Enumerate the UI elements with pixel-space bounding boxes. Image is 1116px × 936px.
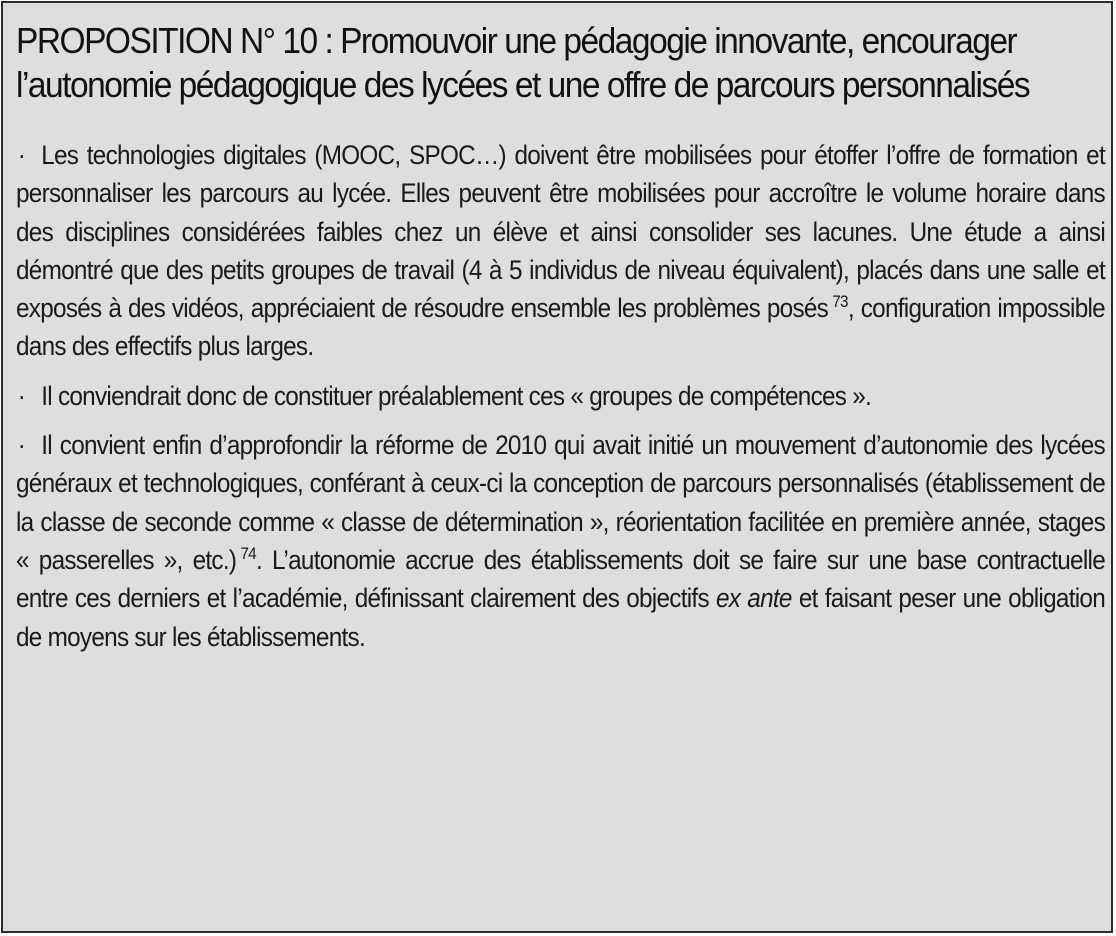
proposition-title: PROPOSITION N° 10 : Promouvoir une pédagogie innovante, encourager l’autonomie pédagogique des lycées et une offre de parcours personnalisés bbox=[16, 20, 1030, 105]
footnote-73: 73 bbox=[832, 292, 848, 312]
paragraph-3-text-after: et faisant peser une obligation de moyens sur les établissements. bbox=[16, 583, 1105, 652]
proposition-box bbox=[1, 1, 1113, 933]
paragraph-3-text: Il convient enfin d’approfondir la réforme de 2010 qui avait initié un mouvement d’autonomie des lycées généraux et technologiques, conférant à ceux-ci la conception de parcours personnalisés (établissement de la classe de seconde comme « classe de détermination », réorientation facilitée en première année, stages « passerelles », etc.) bbox=[16, 430, 1106, 575]
paragraph-2 bbox=[16, 377, 1105, 415]
paragraph-2-text: Il conviendrait donc de constituer préalablement ces « groupes de compétences ». bbox=[41, 380, 872, 411]
bullet-1: · bbox=[17, 140, 26, 170]
footnote-74: 74 bbox=[240, 543, 256, 563]
paragraph-1 bbox=[16, 136, 1105, 366]
paragraph-1-text-after: , configuration impossible dans des effectifs plus larges. bbox=[16, 293, 1105, 362]
paragraph-3 bbox=[16, 426, 1105, 656]
paragraph-3-text-mid: . L’autonomie accrue des établissements doit se faire sur une base contractuelle entre ces derniers et l’académie, définissant clairement des objectifs bbox=[16, 544, 1105, 614]
italic-ex-ante: ex ante bbox=[715, 583, 792, 614]
bullet-3: · bbox=[17, 430, 26, 461]
bullet-2: · bbox=[17, 380, 26, 411]
paragraph-1-text: Les technologies digitales (MOOC, SPOC…) doivent être mobilisées pour étoffer l’offre de formation et personnaliser les parcours au lycée. Elles peuvent être mobilisées pour accroître le volume horaire dans des disciplines considérées faibles chez un élève et ainsi consolider ses lacunes. Une étude a ainsi démontré que des petits groupes de travail (4 à 5 individus de niveau équivalent), placés dans une salle et exposés à des vidéos, appréciaient de résoudre ensemble les problèmes posés bbox=[16, 140, 1106, 324]
